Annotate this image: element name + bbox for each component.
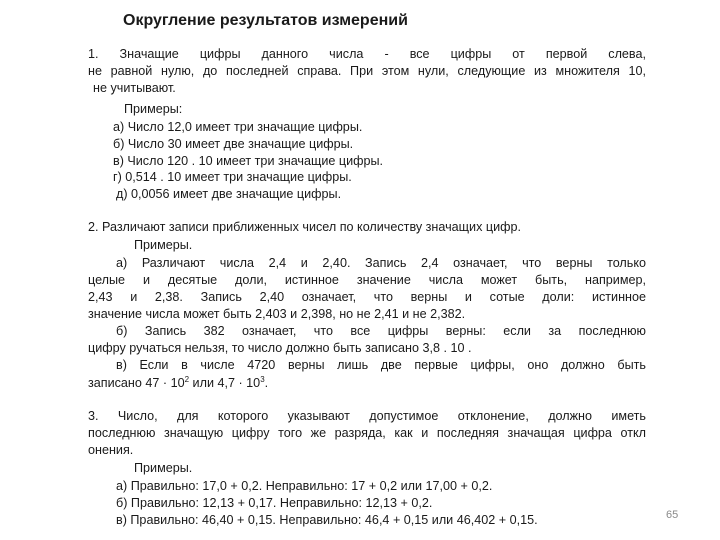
examples-heading-1: Примеры: bbox=[124, 102, 183, 116]
rule-2-line-6: цифру ручаться нельзя, то число должно быть записано 3,8 . 10 . bbox=[88, 341, 472, 355]
example-1a: а) Число 12,0 имеет три значащие цифры. bbox=[113, 120, 363, 134]
rule-3-line-1: 3. Число, для которого указывают допустимое отклонение, должно иметь bbox=[88, 409, 646, 423]
exponent-2: 2 bbox=[184, 374, 190, 384]
rule-2-heading: 2. Различают записи приближенных чисел по количеству значащих цифр. bbox=[88, 220, 521, 234]
rule-1-line-2: не равной нулю, до последней справа. При этом нули, следующие из множителя 10, bbox=[88, 64, 646, 78]
rule-2-line-1: а) Различают числа 2,4 и 2,40. Запись 2,4 означает, что верны только bbox=[116, 256, 646, 270]
rule-2-line-8 bbox=[88, 376, 268, 391]
example-1g: г) 0,514 . 10 имеет три значащие цифры. bbox=[113, 170, 352, 184]
formula-part-2: или 4,7 · 10 bbox=[189, 376, 261, 390]
rule-2-line-3: 2,43 и 2,38. Запись 2,40 означает, что верны и сотые доли: истинное bbox=[88, 290, 646, 304]
rule-3-line-3: онения. bbox=[88, 443, 134, 457]
rule-3-line-2: последнюю значащую цифру того же разряда, как и последняя значащая цифра откл bbox=[88, 426, 646, 440]
page-title: Округление результатов измерений bbox=[123, 12, 408, 29]
example-3b: б) Правильно: 12,13 + 0,17. Неправильно: 12,13 + 0,2. bbox=[116, 496, 433, 510]
formula-part-3: . bbox=[264, 376, 269, 390]
page-number: 65 bbox=[666, 509, 679, 521]
formula-part-1: записано 47 · 10 bbox=[88, 376, 185, 390]
example-3v: в) Правильно: 46,40 + 0,15. Неправильно: 46,4 + 0,15 или 46,402 + 0,15. bbox=[116, 513, 538, 527]
rule-1-line-1: 1. Значащие цифры данного числа - все цифры от первой слева, bbox=[88, 47, 646, 61]
rule-1-line-3: не учитывают. bbox=[93, 81, 176, 95]
rule-2-line-7: в) Если в числе 4720 верны лишь две первые цифры, оно должно быть bbox=[116, 358, 646, 372]
rule-2-line-5: б) Запись 382 означает, что все цифры верны: если за последнюю bbox=[116, 324, 646, 338]
exponent-3: 3 bbox=[260, 374, 265, 384]
example-1b: б) Число 30 имеет две значащие цифры. bbox=[113, 137, 354, 151]
example-1d: д) 0,0056 имеет две значащие цифры. bbox=[116, 187, 342, 201]
rule-2-line-2: целые и десятые доли, истинное значение числа может быть, например, bbox=[88, 273, 646, 287]
examples-heading-2: Примеры. bbox=[134, 238, 193, 252]
example-1v: в) Число 120 . 10 имеет три значащие цифры. bbox=[113, 154, 384, 168]
examples-heading-3: Примеры. bbox=[134, 461, 193, 475]
example-3a: а) Правильно: 17,0 + 0,2. Неправильно: 17 + 0,2 или 17,00 + 0,2. bbox=[116, 479, 493, 493]
rule-2-line-4: значение числа может быть 2,403 и 2,398, но не 2,41 и не 2,382. bbox=[88, 307, 466, 321]
